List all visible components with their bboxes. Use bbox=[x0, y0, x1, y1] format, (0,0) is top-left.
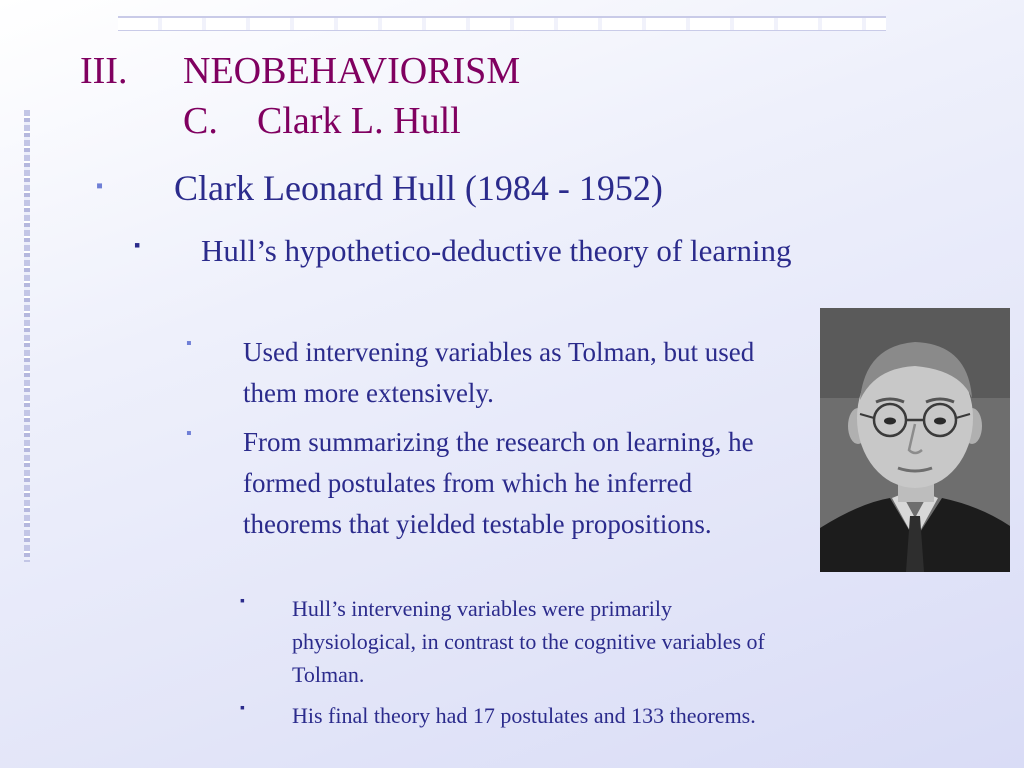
square-bullet-icon: ▪ bbox=[240, 701, 245, 716]
title-main: NEOBEHAVIORISM bbox=[183, 50, 521, 92]
list-item bbox=[186, 332, 796, 414]
slide-title bbox=[80, 46, 520, 146]
bullet-level4-text: Hull’s intervening variables were primarily physiological, in contrast to the cognitive variables of Tolman. bbox=[292, 596, 765, 687]
portrait-icon bbox=[820, 308, 1010, 572]
square-bullet-icon: ▪ bbox=[96, 175, 104, 197]
bullet-level3-list bbox=[186, 332, 796, 553]
bullet-level1-text: Clark Leonard Hull (1984 - 1952) bbox=[174, 168, 663, 208]
title-subheading bbox=[80, 96, 520, 146]
square-bullet-icon: ▪ bbox=[186, 335, 192, 352]
list-item bbox=[186, 422, 796, 545]
square-bullet-icon: ▪ bbox=[186, 425, 192, 442]
top-decorative-rule bbox=[118, 16, 886, 31]
bullet-level4-list bbox=[240, 592, 800, 740]
bullet-level2 bbox=[134, 228, 794, 274]
square-bullet-icon: ▪ bbox=[134, 235, 141, 255]
bullet-level1 bbox=[96, 166, 816, 210]
bullet-level4-text: His final theory had 17 postulates and 133 theorems. bbox=[292, 703, 756, 728]
subheading-letter: C. bbox=[183, 100, 218, 142]
square-bullet-icon: ▪ bbox=[240, 594, 245, 609]
portrait-photo bbox=[820, 308, 1010, 572]
title-number: III. bbox=[80, 50, 128, 92]
left-decorative-rule bbox=[24, 110, 30, 562]
list-item bbox=[240, 699, 800, 732]
bullet-level3-text: Used intervening variables as Tolman, but used them more extensively. bbox=[243, 337, 755, 408]
list-item bbox=[240, 592, 800, 691]
bullet-level2-text: Hull’s hypothetico-deductive theory of learning bbox=[201, 233, 792, 268]
bullet-level3-text: From summarizing the research on learning, he formed postulates from which he inferred theorems that yielded testable propositions. bbox=[243, 427, 754, 539]
subheading-text: Clark L. Hull bbox=[257, 100, 461, 142]
